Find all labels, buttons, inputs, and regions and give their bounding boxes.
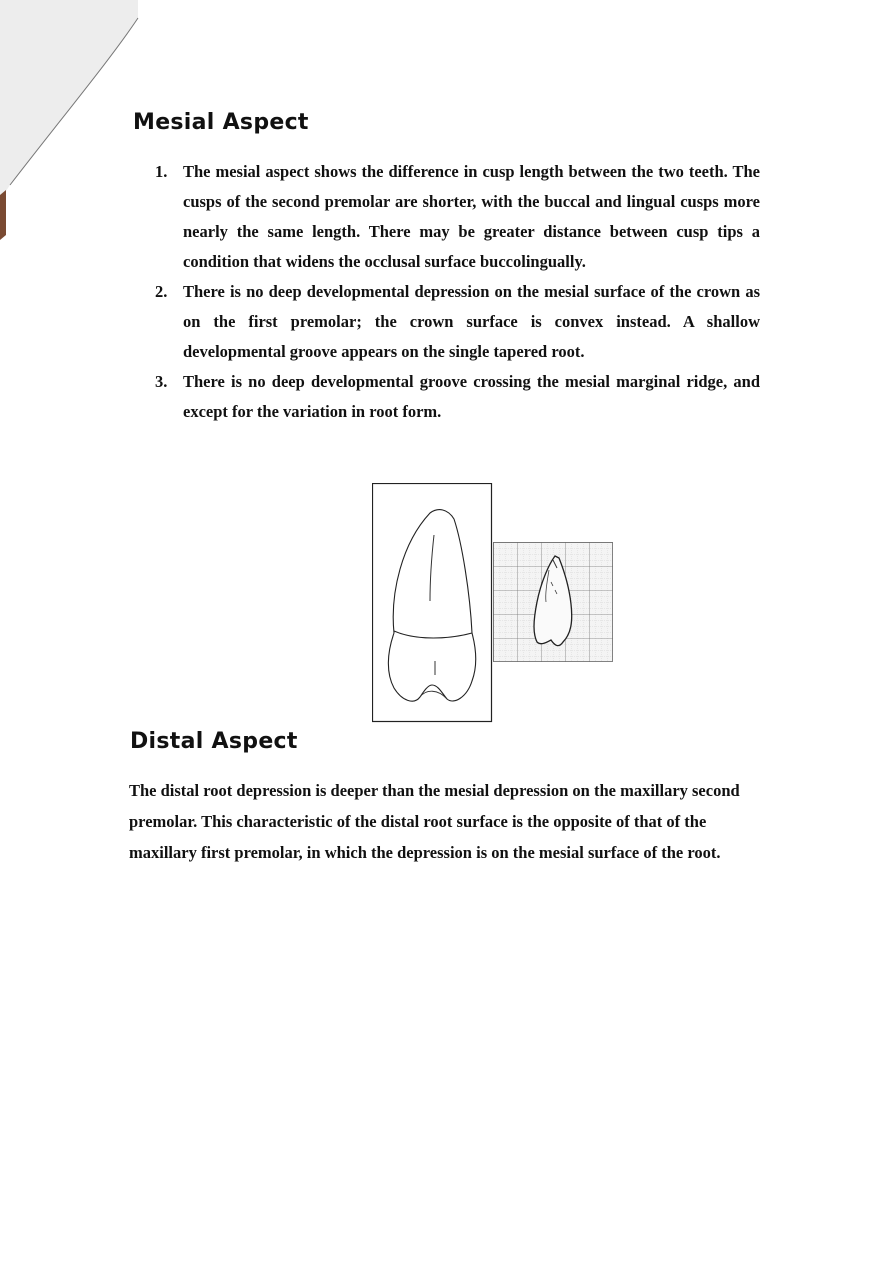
list-item-text: There is no deep developmental depression on the mesial surface of the crown as on the first premolar; the crown surface is convex instead. A shallow developmental groove appears on the single tapered root. xyxy=(183,282,760,361)
list-item-number: 1. xyxy=(155,162,168,181)
list-item-number: 2. xyxy=(155,282,168,301)
list-item xyxy=(155,277,760,367)
distal-aspect-paragraph: The distal root depression is deeper than the mesial depression on the maxillary second premolar. This characteristic of the distal root surface is the opposite of that of the maxillary first premolar, in which the depression is on the mesial surface of the root. xyxy=(129,781,740,862)
tooth-on-grid-photo-icon xyxy=(493,542,613,663)
list-item xyxy=(155,157,760,277)
mesial-points-list xyxy=(155,157,760,427)
list-item-number: 3. xyxy=(155,372,168,391)
page-corner-edge xyxy=(0,0,150,250)
list-item xyxy=(155,367,760,427)
list-item-text: There is no deep developmental groove crossing the mesial marginal ridge, and except for the variation in root form. xyxy=(183,372,760,421)
distal-aspect-heading: Distal Aspect xyxy=(130,729,298,754)
mesial-aspect-heading: Mesial Aspect xyxy=(133,110,309,135)
tooth-mesial-outline-drawing-icon xyxy=(372,483,493,723)
list-item-text: The mesial aspect shows the difference in cusp length between the two teeth. The cusps of the second premolar are shorter, with the buccal and lingual cusps more nearly the same length. There may be greater distance between cusp tips a condition that widens the occlusal surface buccolingually. xyxy=(183,162,760,271)
